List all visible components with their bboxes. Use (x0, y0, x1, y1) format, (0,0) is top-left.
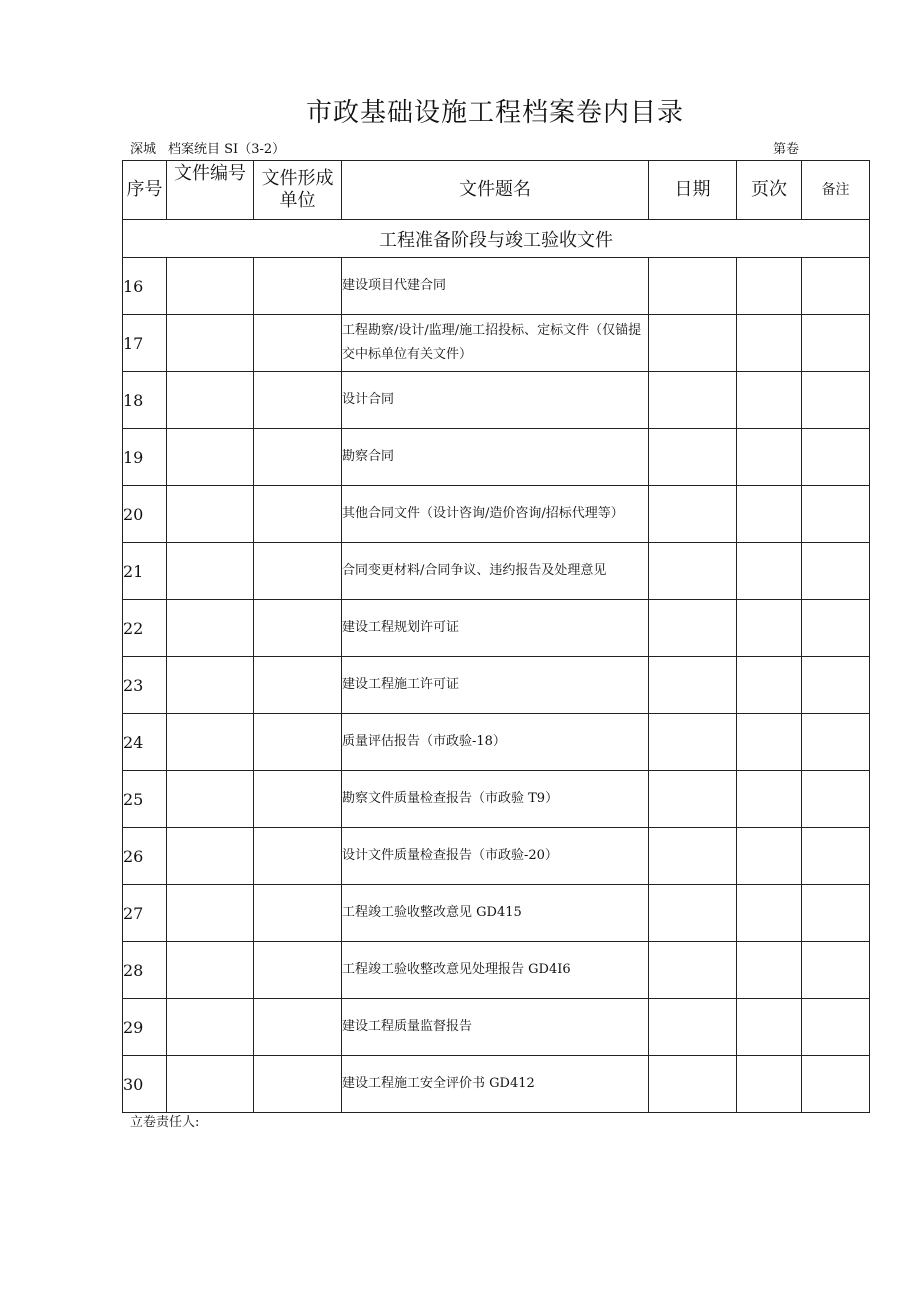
row-number: 28 (123, 942, 167, 999)
row-number: 29 (123, 999, 167, 1056)
doc-title-cell: 工程勘察/设计/监理/施工招投标、定标文件（仅锚提交中标单位有关文件） (342, 315, 649, 372)
note-cell (802, 315, 870, 372)
row-number: 19 (123, 429, 167, 486)
date-cell (649, 543, 737, 600)
doc-title-cell: 其他合同文件（设计咨询/造价咨询/招标代理等） (342, 486, 649, 543)
doc-number-cell (167, 429, 254, 486)
table-row (123, 657, 870, 714)
date-cell (649, 885, 737, 942)
doc-title-cell: 建设工程质量监督报告 (342, 999, 649, 1056)
note-cell (802, 771, 870, 828)
form-code: 档案统目 SI（3-2） (168, 142, 286, 157)
pages-cell (737, 600, 802, 657)
volume-label: 第卷 (773, 142, 800, 157)
date-cell (649, 657, 737, 714)
table-row (123, 771, 870, 828)
row-number: 20 (123, 486, 167, 543)
unit-cell (254, 999, 342, 1056)
header-note: 备注 (802, 161, 870, 220)
unit-cell (254, 429, 342, 486)
table-row (123, 429, 870, 486)
unit-cell (254, 486, 342, 543)
doc-number-cell (167, 258, 254, 315)
note-cell (802, 372, 870, 429)
table-row (123, 885, 870, 942)
doc-title-cell: 设计合同 (342, 372, 649, 429)
row-number: 21 (123, 543, 167, 600)
doc-title-cell: 质量评估报告（市政验-18） (342, 714, 649, 771)
unit-cell (254, 1056, 342, 1113)
unit-cell (254, 543, 342, 600)
table-row (123, 828, 870, 885)
pages-cell (737, 258, 802, 315)
pages-cell (737, 315, 802, 372)
note-cell (802, 885, 870, 942)
row-number: 23 (123, 657, 167, 714)
note-cell (802, 543, 870, 600)
date-cell (649, 1056, 737, 1113)
pages-cell (737, 543, 802, 600)
row-number: 24 (123, 714, 167, 771)
date-cell (649, 372, 737, 429)
table-row (123, 315, 870, 372)
date-cell (649, 600, 737, 657)
pages-cell (737, 1056, 802, 1113)
doc-title-cell: 工程竣工验收整改意见处理报告 GD4I6 (342, 942, 649, 999)
doc-title-cell: 勘察文件质量检查报告（市政验 T9） (342, 771, 649, 828)
doc-number-cell (167, 543, 254, 600)
form-meta (130, 138, 297, 157)
note-cell (802, 942, 870, 999)
header-date: 日期 (649, 161, 737, 220)
section-title: 工程准备阶段与竣工验收文件 (123, 220, 870, 258)
pages-cell (737, 486, 802, 543)
pages-cell (737, 771, 802, 828)
pages-cell (737, 657, 802, 714)
doc-number-cell (167, 885, 254, 942)
unit-cell (254, 315, 342, 372)
doc-title-cell: 建设工程施工许可证 (342, 657, 649, 714)
unit-cell (254, 885, 342, 942)
row-number: 27 (123, 885, 167, 942)
note-cell (802, 429, 870, 486)
city-label: 深城 (130, 142, 157, 157)
table-row (123, 714, 870, 771)
doc-number-cell (167, 315, 254, 372)
doc-number-cell (167, 999, 254, 1056)
doc-number-cell (167, 1056, 254, 1113)
header-doc-no: 文件编号 (167, 161, 254, 220)
note-cell (802, 999, 870, 1056)
unit-cell (254, 657, 342, 714)
header-unit: 文件形成单位 (254, 161, 342, 220)
doc-number-cell (167, 942, 254, 999)
row-number: 26 (123, 828, 167, 885)
unit-cell (254, 600, 342, 657)
note-cell (802, 600, 870, 657)
note-cell (802, 1056, 870, 1113)
unit-cell (254, 771, 342, 828)
doc-title-cell: 建设工程规划许可证 (342, 600, 649, 657)
note-cell (802, 828, 870, 885)
pages-cell (737, 885, 802, 942)
doc-number-cell (167, 600, 254, 657)
note-cell (802, 714, 870, 771)
table-row (123, 543, 870, 600)
date-cell (649, 258, 737, 315)
note-cell (802, 657, 870, 714)
doc-number-cell (167, 657, 254, 714)
page-title: 市政基础设施工程档案卷内目录 (305, 98, 684, 128)
pages-cell (737, 429, 802, 486)
unit-cell (254, 714, 342, 771)
table-row (123, 486, 870, 543)
date-cell (649, 315, 737, 372)
section-row (123, 220, 870, 258)
doc-title-cell: 建设工程施工安全评价书 GD412 (342, 1056, 649, 1113)
table-row (123, 1056, 870, 1113)
doc-title-cell: 工程竣工验收整改意见 GD415 (342, 885, 649, 942)
note-cell (802, 486, 870, 543)
row-number: 16 (123, 258, 167, 315)
date-cell (649, 714, 737, 771)
unit-cell (254, 372, 342, 429)
header-row (123, 161, 870, 220)
doc-number-cell (167, 771, 254, 828)
pages-cell (737, 942, 802, 999)
pages-cell (737, 372, 802, 429)
row-number: 30 (123, 1056, 167, 1113)
row-number: 25 (123, 771, 167, 828)
doc-number-cell (167, 372, 254, 429)
table-row (123, 258, 870, 315)
header-pages: 页次 (737, 161, 802, 220)
date-cell (649, 828, 737, 885)
doc-title-cell: 建设项目代建合同 (342, 258, 649, 315)
note-cell (802, 258, 870, 315)
pages-cell (737, 714, 802, 771)
unit-cell (254, 258, 342, 315)
table-row (123, 999, 870, 1056)
doc-title-cell: 合同变更材料/合同争议、违约报告及处理意见 (342, 543, 649, 600)
header-name: 文件题名 (342, 161, 649, 220)
pages-cell (737, 828, 802, 885)
doc-title-cell: 勘察合同 (342, 429, 649, 486)
table-row (123, 372, 870, 429)
table-row (123, 600, 870, 657)
catalog-table (122, 160, 870, 1113)
date-cell (649, 999, 737, 1056)
doc-title-cell: 设计文件质量检查报告（市政验-20） (342, 828, 649, 885)
unit-cell (254, 942, 342, 999)
unit-cell (254, 828, 342, 885)
header-seq: 序号 (123, 161, 167, 220)
date-cell (649, 486, 737, 543)
doc-number-cell (167, 828, 254, 885)
doc-number-cell (167, 714, 254, 771)
row-number: 22 (123, 600, 167, 657)
table-row (123, 942, 870, 999)
doc-number-cell (167, 486, 254, 543)
responsible-person: 立卷责任人: (130, 1115, 200, 1130)
row-number: 18 (123, 372, 167, 429)
row-number: 17 (123, 315, 167, 372)
date-cell (649, 771, 737, 828)
pages-cell (737, 999, 802, 1056)
date-cell (649, 429, 737, 486)
date-cell (649, 942, 737, 999)
